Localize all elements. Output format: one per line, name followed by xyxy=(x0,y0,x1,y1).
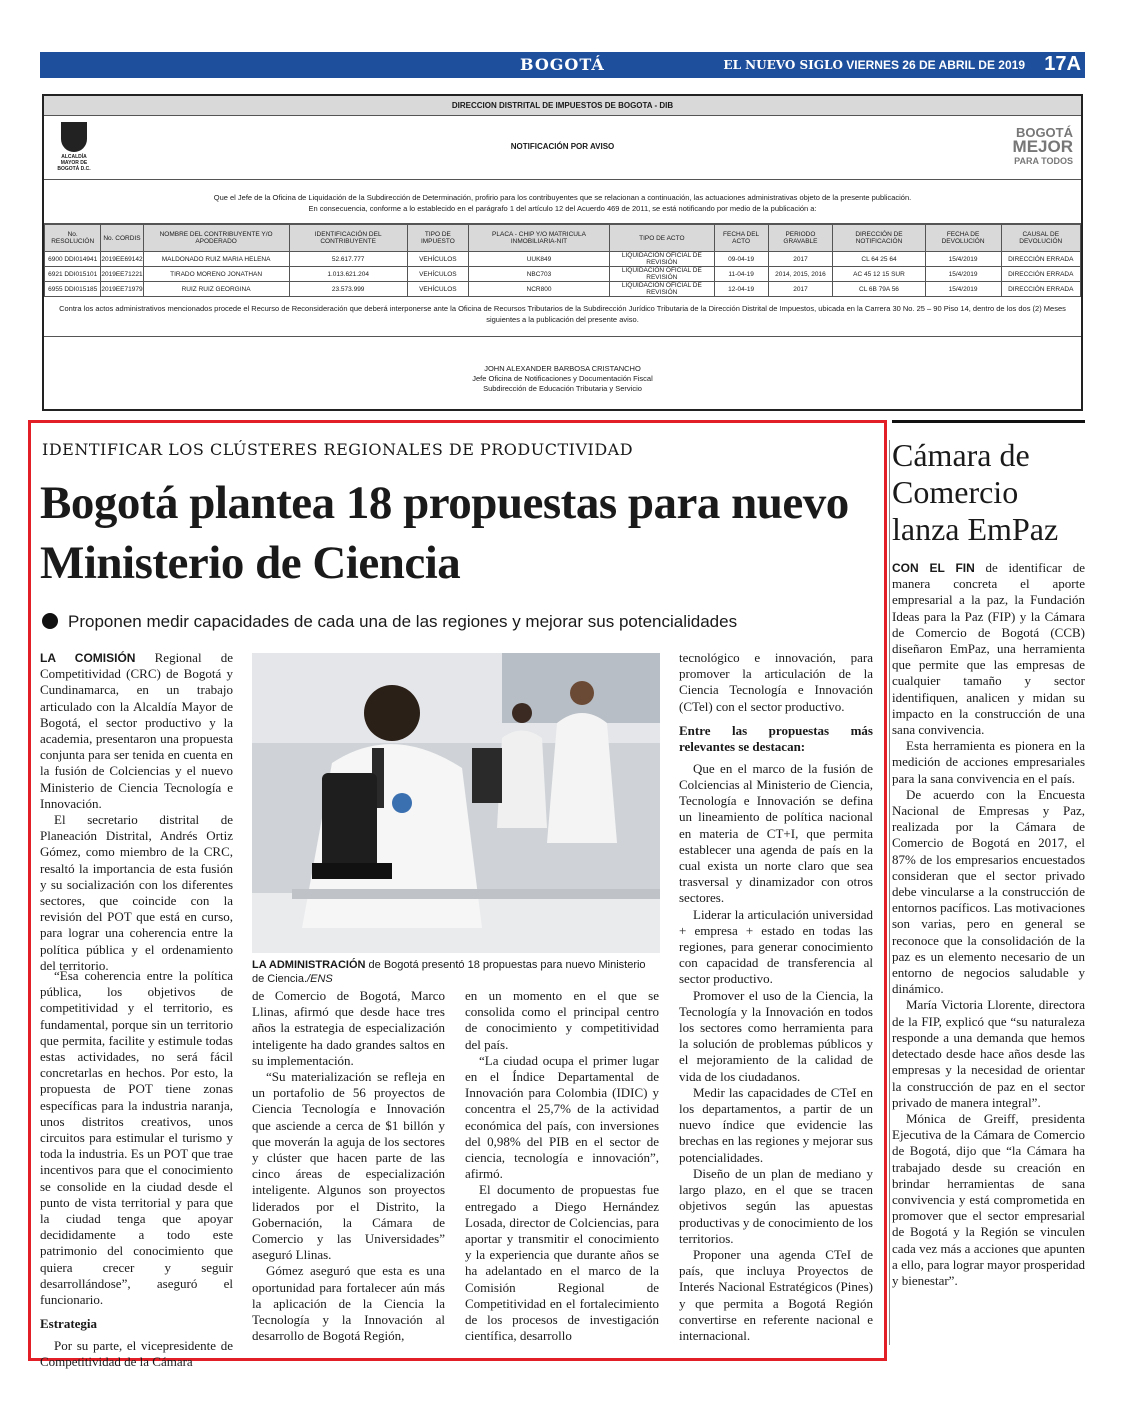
paragraph: “La ciudad ocupa el primer lugar en el Índice Departamental de Innovación para Colombia (IDIC) y concentra el 25,7% de la actividad económica del país, con inversiones del 0,98% del PIB en el sector de ciencia, tecnología e innovación”, afirmó. xyxy=(465,1052,659,1182)
article-column-1-lower xyxy=(40,968,233,1371)
table-header-cell: FECHA DE DEVOLUCIÓN xyxy=(925,225,1001,252)
paragraph: Que en el marco de la fusión de Colciencias al Ministerio de Ciencia, Tecnología e Innovación se defina un lineamiento de política nacional en materia de CT+I, que permita establecer una agenda de país en la cual exista un norte claro que sea trasversal y dinamizador con otros sectores. xyxy=(679,760,873,906)
table-row xyxy=(45,282,1081,297)
paragraph: Gómez aseguró que esta es una oportunidad para fortalecer aún más la aplicación de la Ciencia la Tecnología y la Innovación al desarrollo de Bogotá Región, xyxy=(252,1263,445,1344)
paragraph: Promover el uso de la Ciencia, la Tecnología y la Innovación en todos los sectores como herramienta para la solución de problemas públicos y el mejoramiento de la calidad de vida de los ciudadanos. xyxy=(679,987,873,1084)
paragraph: Liderar la articulación universidad + empresa + estado en todas las regiones, para generar conocimiento con capacidad de transferencia al sector productivo. xyxy=(679,906,873,987)
table-cell: 2014, 2015, 2016 xyxy=(768,267,833,282)
table-header-cell: CAUSAL DE DEVOLUCIÓN xyxy=(1001,225,1081,252)
table-row xyxy=(45,252,1081,267)
tax-notice xyxy=(42,94,1083,411)
bogota-mejor-logo xyxy=(1013,126,1073,168)
table-cell: 09-04-19 xyxy=(714,252,768,267)
photo-caption xyxy=(252,958,660,986)
paragraph: Esta herramienta es pionera en la medición de acciones empresariales para la sana convivencia en el país. xyxy=(892,738,1085,786)
table-cell: 6955 DDI015185 xyxy=(45,282,101,297)
table-cell: RUIZ RUIZ GEORGINA xyxy=(143,282,289,297)
subhead-text: Proponen medir capacidades de cada una de las regiones y mejorar sus potencialidades xyxy=(68,612,738,631)
notice-intro xyxy=(44,180,1081,224)
sidebar-lead-in: CON EL FIN xyxy=(892,561,975,575)
article-column-2 xyxy=(252,988,445,1344)
table-cell: DIRECCIÓN ERRADA xyxy=(1001,282,1081,297)
table-body xyxy=(45,252,1081,297)
table-cell: DIRECCIÓN ERRADA xyxy=(1001,267,1081,282)
table-cell: 12-04-19 xyxy=(714,282,768,297)
table-cell: VEHÍCULOS xyxy=(407,282,468,297)
table-cell: VEHÍCULOS xyxy=(407,267,468,282)
notice-intro-line-1: Que el Jefe de la Oficina de Liquidación de la Subdirección de Determinación, profirio para los contribuyentes que se relacionan a continuación, las actuaciones administrativas objeto de la presente publicación. xyxy=(213,193,912,202)
brand-line-3: PARA TODOS xyxy=(1014,156,1073,166)
seal-text: ALCALDÍA MAYOR DE BOGOTÁ D.C. xyxy=(57,154,91,172)
table-cell: 2017 xyxy=(768,252,833,267)
article-column-4 xyxy=(679,650,873,1344)
table-cell: LIQUIDACIÓN OFICIAL DE REVISIÓN xyxy=(609,282,714,297)
paragraph: El documento de propuestas fue entregado a Diego Hernández Losada, director de Colciencias, para aportar y transmitir el conocimiento y la experiencia que durante años se ha adelantado en el marco de la Comisión Regional de Competitividad en el fortalecimiento de los procesos de investigación científica, desarrollo xyxy=(465,1182,659,1344)
caption-text: de Bogotá presentó 18 propuestas para nuevo Ministerio de Ciencia. xyxy=(252,959,646,985)
paragraph xyxy=(40,650,233,812)
signer-department: Subdirección de Educación Tributaria y Servicio xyxy=(483,384,642,393)
table-cell: 1.013.621.204 xyxy=(289,267,407,282)
paragraph: tecnológico e innovación, para promover la articulación de la Ciencia Tecnología e Innovación (CTel) con el sector productivo. xyxy=(679,650,873,714)
issue-date: VIERNES 26 DE ABRIL DE 2019 xyxy=(846,58,1025,72)
article-subhead xyxy=(42,612,737,632)
paragraph xyxy=(892,560,1085,738)
article-headline: Bogotá plantea 18 propuestas para nuevo Ministerio de Ciencia xyxy=(40,477,849,589)
table-cell: MALDONADO RUIZ MARIA HELENA xyxy=(143,252,289,267)
table-header-cell: PLACA - CHIP Y/O MATRICULA INMOBILIARIA-NIT xyxy=(469,225,610,252)
notice-header: DIRECCION DISTRITAL DE IMPUESTOS DE BOGOTA - DIB xyxy=(44,96,1081,116)
table-header-cell: DIRECCIÓN DE NOTIFICACIÓN xyxy=(833,225,925,252)
table-cell: DIRECCIÓN ERRADA xyxy=(1001,252,1081,267)
table-row xyxy=(45,267,1081,282)
brand-line-1: BOGOTÁ xyxy=(1015,125,1073,140)
table-cell: 6900 DDI014941 xyxy=(45,252,101,267)
table-cell: 11-04-19 xyxy=(714,267,768,282)
table-cell: LIQUIDACIÓN OFICIAL DE REVISIÓN xyxy=(609,252,714,267)
table-cell: UUK849 xyxy=(469,252,610,267)
table-cell: 2019EE71221 xyxy=(101,267,143,282)
dateline xyxy=(723,58,1025,72)
table-header-cell: TIPO DE IMPUESTO xyxy=(407,225,468,252)
table-cell: 6921 DDI015101 xyxy=(45,267,101,282)
article-kicker: IDENTIFICAR LOS CLÚSTERES REGIONALES DE PRODUCTIVIDAD xyxy=(42,440,634,459)
paragraph: en un momento en el que se consolida como el principal centro de conocimiento y competitividad del país. xyxy=(465,988,659,1052)
subheading-estrategia: Estrategia xyxy=(40,1316,98,1332)
table-cell: 2017 xyxy=(768,282,833,297)
paragraph: Mónica de Greiff, presidenta Ejecutiva de la Cámara de Comercio de Bogotá, dijo que “la Cámara ha trabajado desde su creación en brindar herramientas de sana convivencia y está comprometida en promover que el sector empresarial de Bogotá y la Región se vinculen cada vez más a acciones que apunten a ello, para lograr mayor prosperidad y bienestar”. xyxy=(892,1110,1085,1288)
paragraph: El secretario distrital de Planeación Distrital, Andrés Ortiz Gómez, como miembro de la CRC, resaltó la importancia de esta fusión y su socialización con los diferentes sectores, que coincide con la revisión del POT que está en curso, para lograr una coherencia entre la política pública y el ordenamiento del territorio. xyxy=(40,812,233,973)
page-number: 17A xyxy=(1044,53,1081,75)
table-cell: 2019EE71979 xyxy=(101,282,143,297)
signer-role: Jefe Oficina de Notificaciones y Documentación Fiscal xyxy=(472,374,653,383)
paragraph: de Comercio de Bogotá, Marco Llinas, afirmó que desde hace tres años la estrategia de especialización inteligente ha dado grandes saltos en su implementación. xyxy=(252,988,445,1068)
table-header-cell: TIPO DE ACTO xyxy=(609,225,714,252)
subheading-propuestas: Entre las propuestas más relevantes se destacan: xyxy=(679,722,873,754)
lab-photo-illustration xyxy=(252,653,660,953)
paragraph: Proponer una agenda CTeI de país, que incluya Proyectos de Interés Nacional Estratégicos (Pines) y que permita a Bogotá Región convertirse en referente nacional e internacional. xyxy=(679,1246,873,1343)
column-rule xyxy=(889,440,890,1345)
table-header-cell: No. CORDIS xyxy=(101,225,143,252)
table-cell: 2019EE69142 xyxy=(101,252,143,267)
signature-block xyxy=(44,337,1081,394)
table-cell: CL 64 25 64 xyxy=(833,252,925,267)
table-cell: CL 6B 79A 56 xyxy=(833,282,925,297)
table-cell: 15/4/2019 xyxy=(925,252,1001,267)
caption-lead: LA ADMINISTRACIÓN xyxy=(252,959,366,971)
table-cell: 15/4/2019 xyxy=(925,282,1001,297)
article-column-3 xyxy=(465,988,659,1344)
sidebar-headline: Cámara de Comercio lanza EmPaz xyxy=(892,420,1085,547)
lead-in: LA COMISIÓN xyxy=(40,651,136,665)
masthead-bar xyxy=(40,52,1085,78)
table-header-cell: NOMBRE DEL CONTRIBUYENTE Y/O APODERADO xyxy=(143,225,289,252)
table-cell: VEHÍCULOS xyxy=(407,252,468,267)
table-cell: AC 45 12 15 SUR xyxy=(833,267,925,282)
paragraph: Medir las capacidades de CTeI en los departamentos, a partir de un nuevo índice que evidencie las brechas en las regiones y mejorar sus potencialidades. xyxy=(679,1084,873,1165)
table-cell: 52.617.777 xyxy=(289,252,407,267)
sidebar-article xyxy=(892,420,1085,547)
paragraph-text: Regional de Competitividad (CRC) de Bogotá y Cundinamarca, en un trabajo articulado con la Alcaldía Mayor de Bogotá, el sector productivo y la academia, presentaron una propuesta conjunta para ser tenida en cuenta en la fusión de Colciencias y el nuevo Ministerio de Ciencia Tecnología e Innovación. xyxy=(40,650,233,811)
table-cell: LIQUIDACIÓN OFICIAL DE REVISIÓN xyxy=(609,267,714,282)
paragraph: “Su materialización se refleja en un portafolio de 56 proyectos de Ciencia Tecnología e Innovación que asciende a cerca de $1 billón y que moverán la aguja de los sectores y clúster que hacen parte de las cinco áreas de especialización inteligente. Algunos son proyectos liderados por el Distrito, la Gobernación, la Cámara de Comercio y las Universidades” aseguró Llinas. xyxy=(252,1069,445,1263)
notice-intro-line-2: En consecuencia, conforme a lo establecido en el parágrafo 1 del artículo 12 del Acuerdo 469 de 2011, se está notificando por medio de la publicación a: xyxy=(308,204,817,213)
brand-line-2: MEJOR xyxy=(1012,137,1073,156)
table-cell: NCR800 xyxy=(469,282,610,297)
paragraph-text: de identificar de manera concreta el aporte empresarial a la paz, la Fundación Ideas para la Paz (FIP) y la Cámara de Comercio de Bogotá (CCB) diseñaron EmPaz, una herramienta que permite que las empresas de cualquier tamaño y sector identifiquen, analicen y midan su impacto en la construcción de una sana convivencia. xyxy=(892,560,1085,738)
bullet-icon xyxy=(42,613,58,629)
paragraph: “Esa coherencia entre la política pública, los objetivos de competitividad y el territorio, es fundamental, porque sin un territorio que permita, facilite y estimule todas estas actividades, no será fácil concretarlas en hechos. Por esto, la propuesta de POT tiene zonas específicas para la industria naranja, unos distritos creativos, unos circuitos para estimular el turismo y toda la industria. Es un POT que trae incentivos para que el conocimiento se consolide en la ciudad desde el punto de vista territorial y para que la ciudad tenga que apoyar decididamente a todo este patrimonio del conocimiento que quiera crecer y seguir desarrollándose”, aseguró el funcionario. xyxy=(40,968,233,1308)
notice-title-row xyxy=(44,116,1081,180)
notice-table xyxy=(44,224,1081,297)
caption-credit: /ENS xyxy=(307,973,333,985)
table-header-cell: IDENTIFICACIÓN DEL CONTRIBUYENTE xyxy=(289,225,407,252)
paragraph: María Victoria Llorente, directora de la FIP, explicó que “su naturaleza responde a una demanda que hemos detectado desde hace años desde las empresas y la necesidad de orientar la construcción de paz en el sector privado de manera integral”. xyxy=(892,997,1085,1110)
paragraph: Por su parte, el vicepresidente de Competitividad de la Cámara xyxy=(40,1338,233,1370)
table-header-cell: PERIODO GRAVABLE xyxy=(768,225,833,252)
table-header-row xyxy=(45,225,1081,252)
paper-name: EL NUEVO SIGLO xyxy=(723,58,843,72)
table-header-cell: FECHA DEL ACTO xyxy=(714,225,768,252)
notice-title: NOTIFICACIÓN POR AVISO xyxy=(510,142,615,151)
paragraph: Diseño de un plan de mediano y largo plazo, en el que se tracen objetivos según las apuestas productivas y de conocimiento de los territorios. xyxy=(679,1165,873,1246)
signer-name: JOHN ALEXANDER BARBOSA CRISTANCHO xyxy=(484,364,641,373)
table-cell: NBC703 xyxy=(469,267,610,282)
table-cell: 15/4/2019 xyxy=(925,267,1001,282)
sidebar-body xyxy=(892,560,1085,1289)
table-header-cell: No. RESOLUCIÓN xyxy=(45,225,101,252)
table-cell: 23.573.999 xyxy=(289,282,407,297)
lab-photo xyxy=(252,653,660,953)
appeal-text: Contra los actos administrativos mencionados procede el Recurso de Reconsideración que deberá interponerse ante la Oficina de Recursos Tributarios de la Subdirección Jurídico Tributaria de la Dirección Distrital de Impuestos, ubicada en la Carrera 30 No. 25 – 90 Piso 14, dentro de los dos (2) Meses siguientes a la publicación del presente aviso. xyxy=(44,297,1081,337)
article-column-1 xyxy=(40,650,233,974)
section-name: BOGOTÁ xyxy=(520,55,605,74)
paragraph: De acuerdo con la Encuesta Nacional de Empresas y Paz, realizada por la Cámara de Comercio de Bogotá en 2017, el 87% de los empresarios encuestados consideran que el sector privado debe vincularse a la construcción de entornos pacíficos. Las motivaciones son varias, pero en general se reconoce que la consolidación de la paz es un elemento necesario de un entorno de negocios saludable y dinámico. xyxy=(892,786,1085,997)
table-cell: TIRADO MORENO JONATHAN xyxy=(143,267,289,282)
